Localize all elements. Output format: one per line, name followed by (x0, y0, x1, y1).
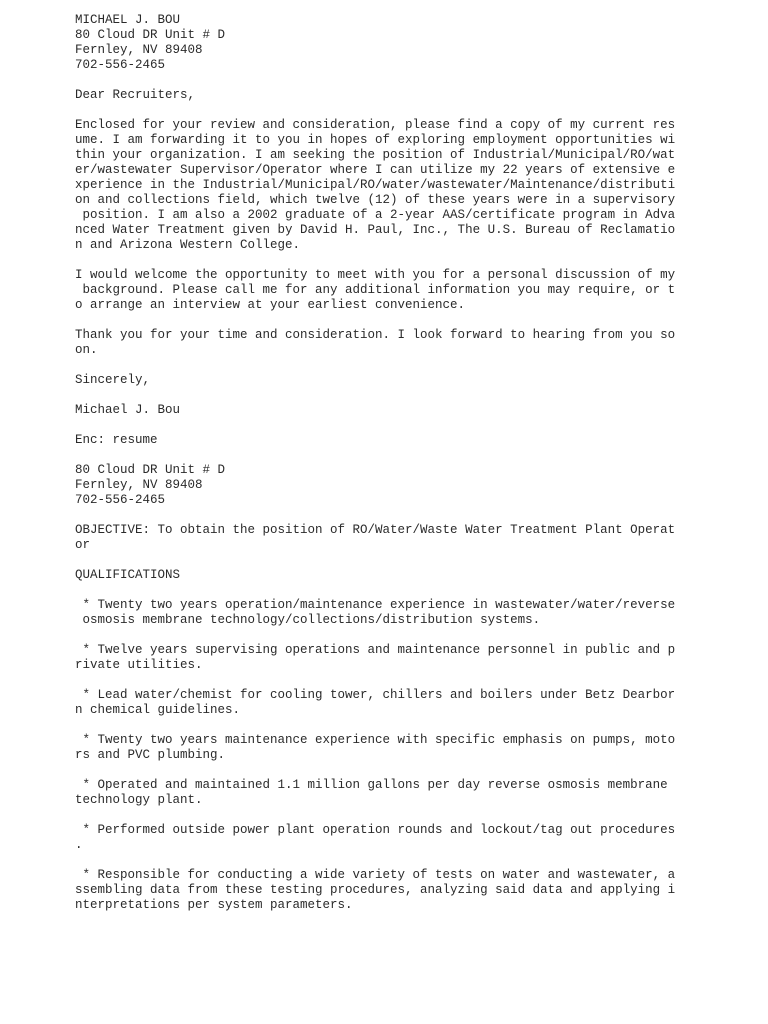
qualification-line: ssembling data from these testing procedures, analyzing said data and applying i (75, 883, 676, 897)
qualification-line: osmosis membrane technology/collections/distribution systems. (75, 613, 541, 627)
qualification-line: * Lead water/chemist for cooling tower, chillers and boilers under Betz Dearbor (75, 688, 676, 702)
objective-line: OBJECTIVE: To obtain the position of RO/Water/Waste Water Treatment Plant Operat (75, 523, 676, 537)
qualification-item (75, 733, 715, 763)
letter-paragraph-1 (75, 118, 715, 253)
paragraph-line: ume. I am forwarding it to you in hopes of exploring employment opportunities wi (75, 133, 676, 147)
objective-line: or (75, 538, 91, 552)
signature-name: Michael J. Bou (75, 403, 181, 417)
enclosure-note: Enc: resume (75, 433, 158, 447)
paragraph-line: nced Water Treatment given by David H. Paul, Inc., The U.S. Bureau of Reclamatio (75, 223, 676, 237)
resume-contact (75, 463, 715, 508)
qualification-line: * Twelve years supervising operations and maintenance personnel in public and p (75, 643, 676, 657)
paragraph-line: background. Please call me for any additional information you may require, or t (75, 283, 676, 297)
resume-phone: 702-556-2465 (75, 493, 166, 507)
qualification-item (75, 868, 715, 913)
qualification-line: technology plant. (75, 793, 203, 807)
paragraph-line: er/wastewater Supervisor/Operator where I can utilize my 22 years of extensive e (75, 163, 676, 177)
qualification-item (75, 643, 715, 673)
resume-address: 80 Cloud DR Unit # D (75, 463, 226, 477)
qualification-line: n chemical guidelines. (75, 703, 241, 717)
paragraph-line: I would welcome the opportunity to meet with you for a personal discussion of my (75, 268, 676, 282)
qualification-item (75, 598, 715, 628)
paragraph-line: xperience in the Industrial/Municipal/RO/water/wastewater/Maintenance/distributi (75, 178, 676, 192)
paragraph-line: Thank you for your time and consideration. I look forward to hearing from you so (75, 328, 676, 342)
sender-city-state-zip: Fernley, NV 89408 (75, 43, 203, 57)
paragraph-line: on. (75, 343, 98, 357)
paragraph-line: o arrange an interview at your earliest convenience. (75, 298, 466, 312)
qualifications-heading: QUALIFICATIONS (75, 568, 181, 582)
sender-name: MICHAEL J. BOU (75, 13, 181, 27)
qualification-line: . (75, 838, 83, 852)
qualification-line: nterpretations per system parameters. (75, 898, 353, 912)
sender-address: 80 Cloud DR Unit # D (75, 28, 226, 42)
qualification-line: * Operated and maintained 1.1 million gallons per day reverse osmosis membrane (75, 778, 668, 792)
paragraph-line: position. I am also a 2002 graduate of a 2-year AAS/certificate program in Adva (75, 208, 676, 222)
closing: Sincerely, (75, 373, 151, 387)
sender-block (75, 13, 715, 73)
qualification-line: * Twenty two years maintenance experience with specific emphasis on pumps, moto (75, 733, 676, 747)
letter-paragraph-2 (75, 268, 715, 313)
qualification-line: * Responsible for conducting a wide variety of tests on water and wastewater, a (75, 868, 676, 882)
salutation: Dear Recruiters, (75, 88, 196, 102)
qualification-line: * Twenty two years operation/maintenance experience in wastewater/water/reverse (75, 598, 676, 612)
sender-phone: 702-556-2465 (75, 58, 166, 72)
qualification-item (75, 823, 715, 853)
qualification-line: * Performed outside power plant operation rounds and lockout/tag out procedures (75, 823, 676, 837)
objective (75, 523, 715, 553)
paragraph-line: thin your organization. I am seeking the position of Industrial/Municipal/RO/wat (75, 148, 676, 162)
qualification-line: rs and PVC plumbing. (75, 748, 226, 762)
qualification-item (75, 688, 715, 718)
resume-city-state-zip: Fernley, NV 89408 (75, 478, 203, 492)
paragraph-line: on and collections field, which twelve (12) of these years were in a supervisory (75, 193, 676, 207)
document-page (75, 13, 715, 913)
paragraph-line: Enclosed for your review and consideration, please find a copy of my current res (75, 118, 676, 132)
letter-paragraph-3 (75, 328, 715, 358)
qualification-line: rivate utilities. (75, 658, 203, 672)
paragraph-line: n and Arizona Western College. (75, 238, 301, 252)
qualification-item (75, 778, 715, 808)
